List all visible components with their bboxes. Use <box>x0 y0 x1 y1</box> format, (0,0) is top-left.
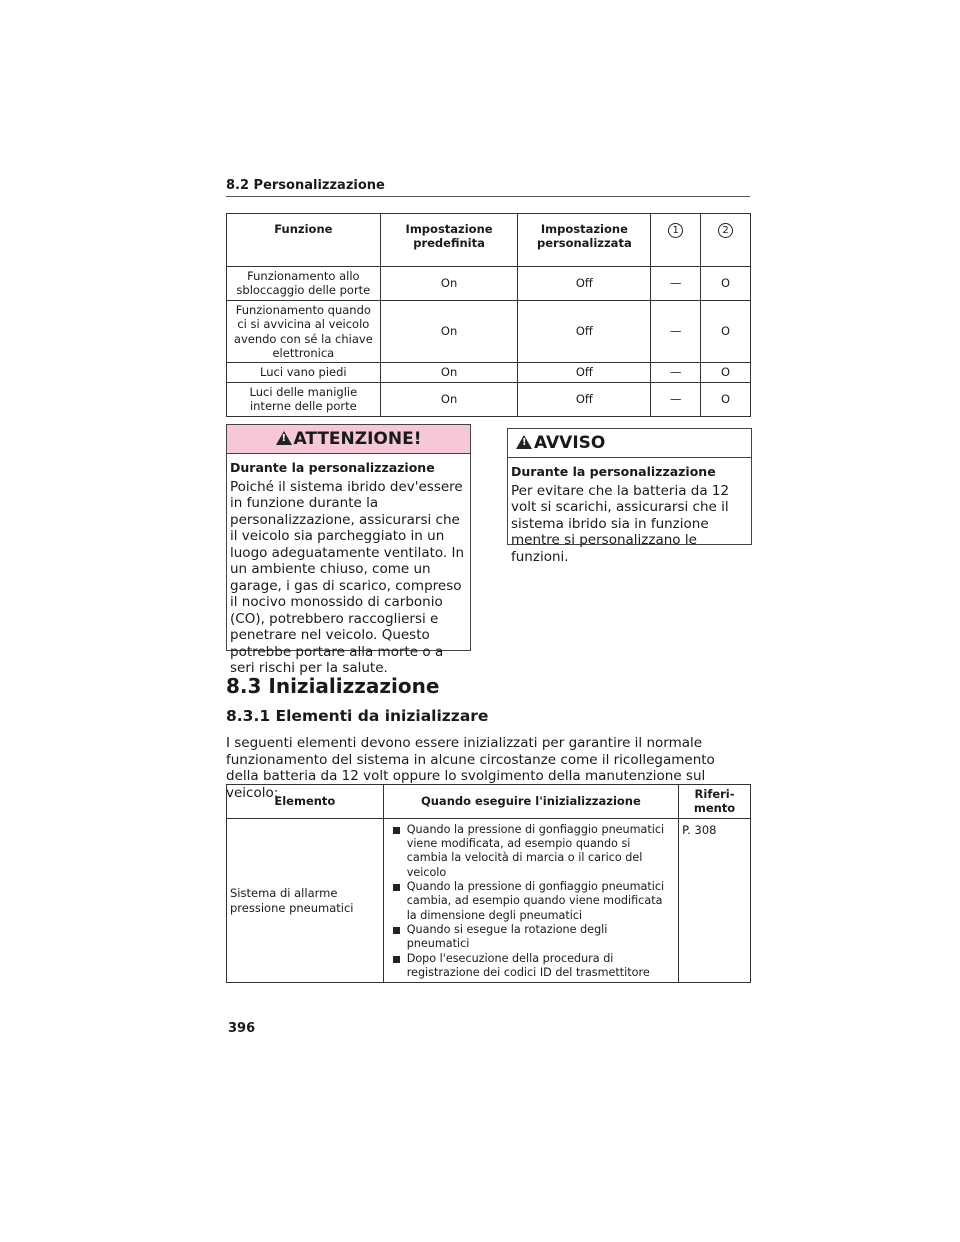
circled-1-icon: 1 <box>668 223 683 238</box>
cell-default: On <box>380 363 518 382</box>
cell-custom: Off <box>518 363 651 382</box>
cell-reference: P. 308 <box>679 818 751 983</box>
col-header-reference: Riferi-mento <box>679 785 751 819</box>
notice-box <box>507 428 752 565</box>
cell-col2: O <box>701 382 751 416</box>
warning-icon <box>276 431 292 445</box>
cell-function: Funzionamento allo sbloccaggio delle porte <box>227 267 381 301</box>
initialization-table <box>226 784 751 983</box>
cell-custom: Off <box>518 382 651 416</box>
table-row <box>227 382 751 416</box>
col-header-default: Impostazione predefinita <box>380 214 518 267</box>
warning-box <box>226 424 471 677</box>
table-row <box>227 267 751 301</box>
col-header-1 <box>651 214 701 267</box>
cell-element: Sistema di allarme pressione pneumatici <box>227 818 384 983</box>
cell-col1: — <box>651 300 701 363</box>
cell-custom: Off <box>518 267 651 301</box>
cell-col1: — <box>651 267 701 301</box>
cell-col2: O <box>701 300 751 363</box>
cell-col1: — <box>651 382 701 416</box>
circled-2-icon: 2 <box>718 223 733 238</box>
cell-default: On <box>380 300 518 363</box>
cell-function: Luci vano piedi <box>227 363 381 382</box>
table-header-row <box>227 785 751 819</box>
col-header-when: Quando eseguire l'inizializzazione <box>383 785 678 819</box>
page-number: 396 <box>228 1021 256 1036</box>
customization-table <box>226 213 751 417</box>
col-header-2 <box>701 214 751 267</box>
col-header-custom: Impostazione personalizzata <box>518 214 651 267</box>
cell-default: On <box>380 382 518 416</box>
list-item: Quando si esegue la rotazione degli pneumatici <box>391 923 671 952</box>
intro-paragraph: I seguenti elementi devono essere inizializzati per garantire il normale funzionamento del sistema in alcune circostanze come il ricollegamento della batteria da 12 volt oppure lo svolgimento della manutenzione sul veicolo: <box>226 735 715 802</box>
notice-subtitle: Durante la personalizzazione <box>511 464 716 479</box>
warning-subtitle: Durante la personalizzazione <box>230 460 435 475</box>
table-header-row <box>227 214 751 267</box>
cell-col2: O <box>701 363 751 382</box>
warning-title: !ATTENZIONE! <box>227 425 470 454</box>
cell-col2: O <box>701 267 751 301</box>
table-row <box>227 363 751 382</box>
cell-function: Funzionamento quando ci si avvicina al veicolo avendo con sé la chiave elettronica <box>227 300 381 363</box>
section-header: 8.2 Personalizzazione <box>226 178 750 197</box>
list-item: Quando la pressione di gonfiaggio pneumatici cambia, ad esempio quando viene modificata la dimensione degli pneumatici <box>391 880 671 923</box>
warning-icon <box>516 435 532 449</box>
col-header-function: Funzione <box>227 214 381 267</box>
list-item: Quando la pressione di gonfiaggio pneumatici viene modificata, ad esempio quando si cambia la velocità di marcia o il carico del veicolo <box>391 823 671 880</box>
col-header-element: Elemento <box>227 785 384 819</box>
cell-col1: — <box>651 363 701 382</box>
table-row <box>227 300 751 363</box>
warning-body: Poiché il sistema ibrido dev'essere in funzione durante la personalizzazione, assicurarsi che il veicolo sia parcheggiato in un luogo adeguatamente ventilato. In un ambiente chiuso, come un garage, i gas di scarico, compreso il nocivo monossido di carbonio (CO), potrebbero raccogliersi e penetrare nel veicolo. Questo potrebbe portare alla morte o a seri rischi per la salute. <box>230 479 465 677</box>
conditions-list <box>387 823 675 981</box>
cell-function: Luci delle maniglie interne delle porte <box>227 382 381 416</box>
cell-custom: Off <box>518 300 651 363</box>
notice-body: Per evitare che la batteria da 12 volt si scarichi, assicurarsi che il sistema ibrido sia in funzione mentre si personalizzano le funzioni. <box>511 483 730 565</box>
subheading-elements: 8.3.1 Elementi da inizializzare <box>226 707 489 725</box>
cell-default: On <box>380 267 518 301</box>
notice-title: !AVVISO <box>508 429 751 458</box>
list-item: Dopo l'esecuzione della procedura di registrazione dei codici ID del trasmettitore <box>391 952 671 981</box>
heading-initialization: 8.3 Inizializzazione <box>226 674 440 698</box>
cell-conditions <box>383 818 678 983</box>
table-row <box>227 818 751 983</box>
